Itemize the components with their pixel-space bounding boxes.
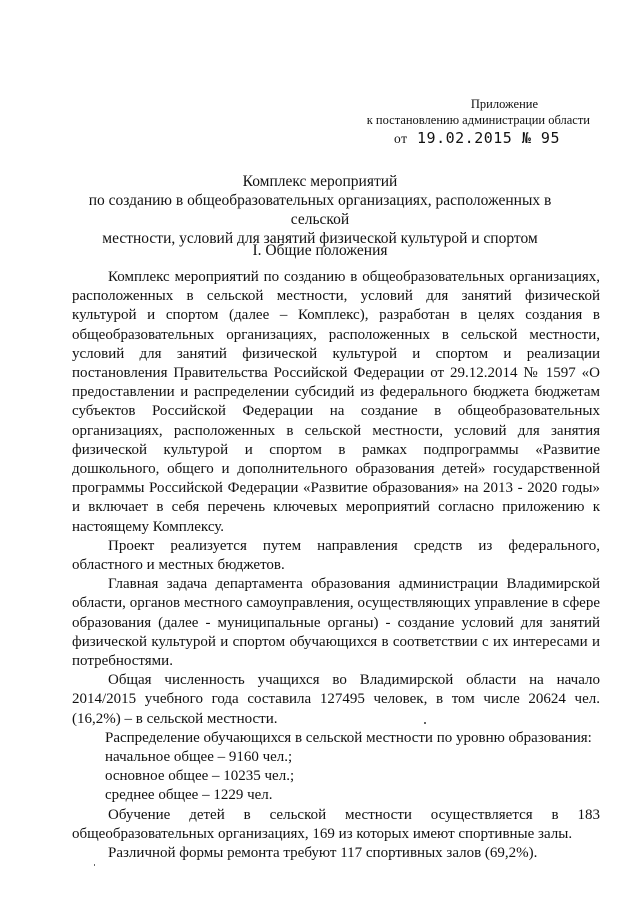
paragraph-9: Обучение детей в сельской местности осуществляется в 183 общеобразовательных организациях, 169 из которых имеют спортивные залы.	[72, 806, 600, 842]
body-text	[72, 268, 600, 863]
paragraph-5: Распределение обучающихся в сельской местности по уровню образования:	[105, 729, 592, 746]
section-heading: I. Общие положения	[252, 242, 388, 259]
title-line-3: местности, условий для занятий физической культурой и спортом	[102, 230, 538, 247]
list-item-basic: основное общее – 10235 чел.;	[105, 768, 295, 785]
paragraph-4: Общая численность учащихся во Владимирской области на начало 2014/2015 учебного года составила 127495 человек, в том числе 20624 чел. (16,2%) – в сельской местности.	[72, 672, 600, 727]
paragraph-3: Главная задача департамента образования администрации Владимирской области, органов местного самоуправления, осуществляющих управление в сфере образования (далее - муниципальные органы) - создание условий для занятий физической культурой и спортом обучающихся в соответствии с их интересами и потребностями.	[72, 576, 600, 670]
title-line-1: Комплекс мероприятий	[242, 173, 398, 190]
date-and-number: 19.02.2015 № 95	[417, 129, 560, 147]
appendix-reference: к постановлению администрации области	[366, 113, 590, 127]
list-item-primary: начальное общее – 9160 чел.;	[105, 749, 293, 766]
paragraph-2: Проект реализуется путем направления средств из федерального, областного и местных бюджетов.	[72, 537, 600, 574]
date-prefix: от	[394, 131, 408, 146]
document-title	[60, 172, 580, 248]
paragraph-10: Различной формы ремонта требуют 117 спортивных залов (69,2%).	[108, 845, 538, 862]
appendix-label: Приложение	[470, 97, 538, 111]
scan-speck	[94, 864, 95, 866]
appendix-header	[330, 96, 590, 147]
paragraph-1: Комплекс мероприятий по созданию в общеобразовательных организациях, расположенных в сельской местности, условий для занятий физической культурой и спортом (далее – Комплекс), разработан в целях создания в общеобразовательных организациях, расположенных в сельской местности, условий для занятий физической культурой и спортом и реализации постановления Правительства Российской Федерации от 29.12.2014 № 1597 «О предоставлении и распределении субсидий из федерального бюджета бюджетам субъектов Российской Федерации на создание в общеобразовательных организациях, расположенных в сельской местности, условий для занятия физической культурой и спортом в рамках подпрограммы «Развитие дошкольного, общего и дополнительного образования детей» государственной программы Российской Федерации «Развитие образования» на 2013 - 2020 годы» и включает в себя перечень ключевых мероприятий согласно приложению к настоящему Комплексу.	[72, 269, 600, 535]
list-item-secondary: среднее общее – 1229 чел.	[105, 787, 273, 804]
scan-speck	[424, 722, 426, 724]
title-line-2: по созданию в общеобразовательных организациях, расположенных в сельской	[88, 192, 552, 228]
appendix-date-number	[330, 130, 590, 147]
